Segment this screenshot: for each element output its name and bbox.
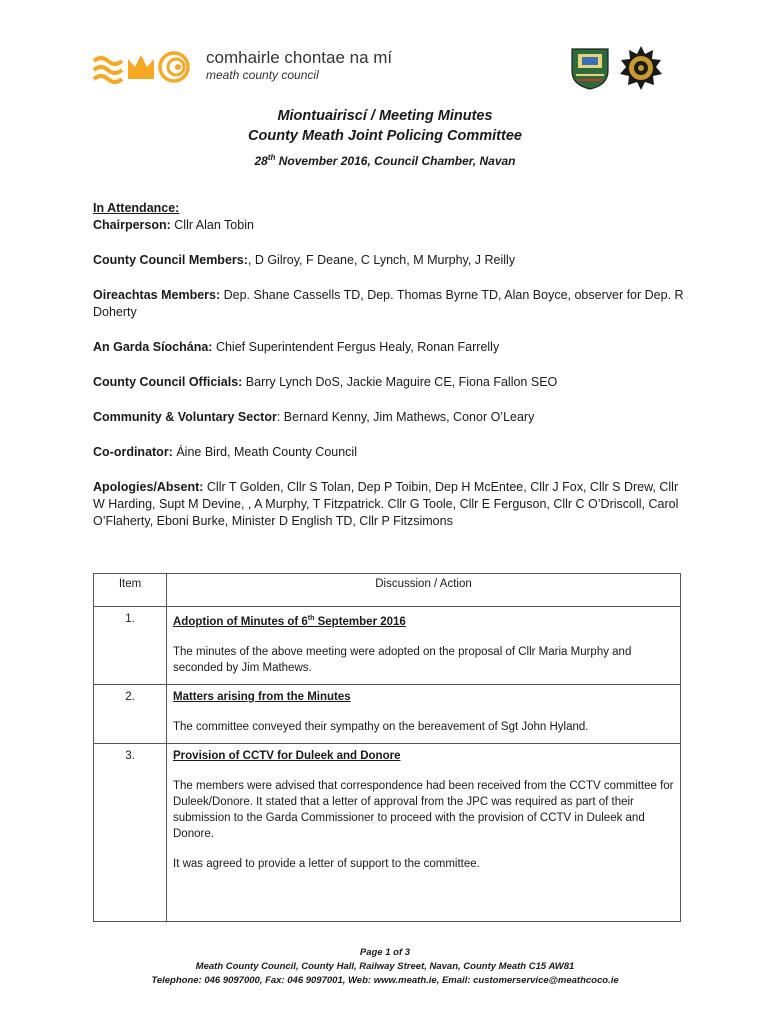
footer-contact: Telephone: 046 9097000, Fax: 046 9097001, Web: www.meath.ie, Email: customerservice@meathcoco.ie — [151, 975, 619, 986]
minutes-table — [93, 573, 681, 922]
attendance-text: Dep. Shane Cassells TD, Dep. Thomas Byrne TD, Alan Boyce, observer for Dep. R Doherty — [93, 288, 684, 319]
meeting-day: 28 — [254, 154, 268, 168]
attendance-label: Apologies/Absent: — [93, 480, 204, 494]
meeting-date-rest: November 2016, Council Chamber, Navan — [275, 154, 516, 168]
attendance-label: Oireachtas Members: — [93, 288, 221, 302]
attendance-label: County Council Members: — [93, 253, 248, 267]
footer-address: Meath County Council, County Hall, Railway Street, Navan, County Meath C15 AW81 — [195, 961, 575, 972]
agenda-item-title: Adoption of Minutes of 6th September 2016 — [173, 615, 406, 628]
attendance-label: Chairperson: — [93, 218, 171, 232]
attendance-council-officials — [93, 374, 685, 391]
attendance-heading: In Attendance: — [93, 201, 180, 215]
attendance-text: : Bernard Kenny, Jim Mathews, Conor O’Leary — [276, 410, 535, 424]
meeting-date-location — [0, 148, 770, 171]
attendance-text: , D Gilroy, F Deane, C Lynch, M Murphy, J Reilly — [247, 253, 516, 267]
attendance-label: County Council Officials: — [93, 375, 243, 389]
table-row — [94, 607, 681, 685]
title-line-1: Miontuairiscí / Meeting Minutes — [277, 108, 493, 124]
discussion-cell — [167, 607, 681, 685]
attendance-text: Barry Lynch DoS, Jackie Maguire CE, Fiona Fallon SEO — [242, 375, 558, 389]
attendance-text: Áine Bird, Meath County Council — [172, 445, 357, 459]
attendance-label: Co-ordinator: — [93, 445, 173, 459]
attendance-chairperson — [93, 217, 685, 234]
attendance-text: Cllr T Golden, Cllr S Tolan, Dep P Toibin, Dep H McEntee, Cllr J Fox, Cllr S Drew, Cllr W Harding, Supt M Devine, , A Murphy, T Fitzpatrick. Cllr G Toole, Cllr E Ferguson, Cllr C O’Driscoll, Carol O’Flaherty, Eboni Burke, Minister D English TD, Cllr P Fitzsimons — [93, 480, 679, 528]
discussion-cell — [167, 684, 681, 743]
council-name-irish: comhairle chontae na mí — [206, 48, 393, 67]
attendance-coordinator — [93, 444, 685, 461]
attendance-label: An Garda Síochána: — [93, 340, 213, 354]
agenda-item-title: Provision of CCTV for Duleek and Donore — [173, 749, 401, 762]
attendance-garda — [93, 339, 685, 356]
county-crest-icon — [568, 45, 612, 91]
attendance-label: Community & Voluntary Sector — [93, 410, 277, 424]
page-number: Page 1 of 3 — [359, 947, 411, 958]
attendance-council-members — [93, 252, 685, 269]
page-footer — [0, 946, 770, 988]
attendance-community-sector — [93, 409, 685, 426]
attendance-section — [93, 200, 685, 548]
discussion-cell — [167, 743, 681, 921]
council-name — [206, 49, 392, 83]
attendance-oireachtas-members — [93, 287, 685, 321]
title-line-2: County Meath Joint Policing Committee — [248, 128, 522, 144]
item-number: 1. — [94, 607, 167, 685]
column-header-discussion: Discussion / Action — [167, 574, 681, 607]
council-logo-icon — [92, 49, 190, 85]
council-name-english: meath county council — [206, 68, 319, 82]
discussion-paragraph: It was agreed to provide a letter of support to the committee. — [173, 857, 480, 870]
agenda-item-title: Matters arising from the Minutes — [173, 690, 351, 703]
table-row — [94, 743, 681, 921]
garda-badge-icon — [618, 45, 664, 91]
attendance-text: Cllr Alan Tobin — [170, 218, 254, 232]
letterhead — [92, 45, 692, 95]
item-number: 3. — [94, 743, 167, 921]
meeting-day-suffix: th — [267, 153, 276, 162]
table-row — [94, 684, 681, 743]
document-title — [0, 106, 770, 171]
attendance-text: Chief Superintendent Fergus Healy, Ronan Farrelly — [212, 340, 500, 354]
item-number: 2. — [94, 684, 167, 743]
discussion-paragraph: The minutes of the above meeting were adopted on the proposal of Cllr Maria Murphy and seconded by Jim Mathews. — [173, 645, 632, 674]
column-header-item: Item — [94, 574, 167, 607]
discussion-paragraph: The members were advised that correspondence had been received from the CCTV committee for Duleek/Donore. It stated that a letter of approval from the JPC was required as part of their submission to the Garda Commissioner to proceed with the provision of CCTV in Duleek and Donore. — [173, 779, 674, 840]
table-header-row — [94, 574, 681, 607]
attendance-apologies — [93, 479, 685, 530]
discussion-paragraph: The committee conveyed their sympathy on the bereavement of Sgt John Hyland. — [173, 720, 589, 733]
